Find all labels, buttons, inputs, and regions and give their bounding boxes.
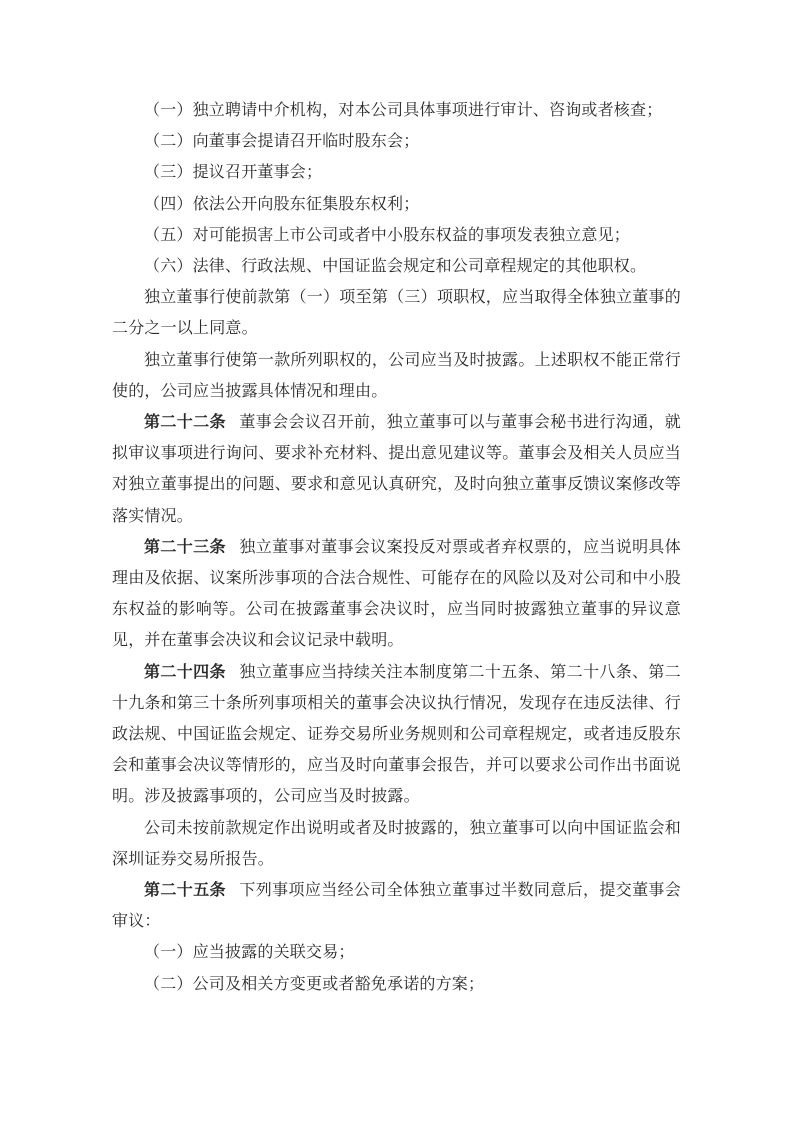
article-paragraph <box>112 657 681 813</box>
paragraph <box>112 126 681 157</box>
article-paragraph <box>112 875 681 937</box>
document-body <box>112 95 681 1000</box>
article-number: 第二十二条 <box>144 414 226 432</box>
paragraph-text: 公司未按前款规定作出说明或者及时披露的，独立董事可以向中国证监会和深圳证券交易所报告。 <box>112 819 681 868</box>
paragraph <box>112 157 681 188</box>
paragraph-text: 独立董事行使第一款所列职权的，公司应当及时披露。上述职权不能正常行使的，公司应当披露具体情况和理由。 <box>112 351 681 400</box>
paragraph <box>112 282 681 344</box>
paragraph-text: （四）依法公开向股东征集股东权利； <box>144 195 420 213</box>
paragraph-text: 独立董事对董事会议案投反对票或者弃权票的，应当说明具体理由及依据、议案所涉事项的合法合规性、可能存在的风险以及对公司和中小股东权益的影响等。公司在披露董事会决议时，应当同时披露独立董事的异议意见，并在董事会决议和会议记录中载明。 <box>112 538 681 650</box>
article-number: 第二十四条 <box>144 663 226 681</box>
paragraph <box>112 345 681 407</box>
paragraph <box>112 969 681 1000</box>
paragraph-text: 董事会会议召开前，独立董事可以与董事会秘书进行沟通，就拟审议事项进行询问、要求补充材料、提出意见建议等。董事会及相关人员应当对独立董事提出的问题、要求和意见认真研究，及时向独立董事反馈议案修改等落实情况。 <box>112 414 681 525</box>
paragraph <box>112 937 681 968</box>
paragraph-text: （五）对可能损害上市公司或者中小股东权益的事项发表独立意见； <box>144 226 631 244</box>
article-paragraph <box>112 407 681 532</box>
paragraph-text: 独立董事应当持续关注本制度第二十五条、第二十八条、第二十九条和第三十条所列事项相关的董事会决议执行情况，发现存在违反法律、行政法规、中国证监会规定、证券交易所业务规则和公司章程规定，或者违反股东会和董事会决议等情形的，应当及时向董事会报告，并可以要求公司作出书面说明。涉及披露事项的，公司应当及时披露。 <box>112 663 681 806</box>
paragraph <box>112 95 681 126</box>
article-paragraph <box>112 532 681 657</box>
paragraph-text: （六）法律、行政法规、中国证监会规定和公司章程规定的其他职权。 <box>144 258 647 276</box>
paragraph <box>112 189 681 220</box>
paragraph-text: 独立董事行使前款第（一）项至第（三）项职权，应当取得全体独立董事的二分之一以上同意。 <box>112 289 681 338</box>
paragraph-text: （二）公司及相关方变更或者豁免承诺的方案； <box>144 975 485 993</box>
article-number: 第二十五条 <box>144 882 226 900</box>
paragraph-text: （三）提议召开董事会； <box>144 164 323 182</box>
article-number: 第二十三条 <box>144 538 226 556</box>
paragraph-text: （二）向董事会提请召开临时股东会； <box>144 133 420 151</box>
paragraph-text: 下列事项应当经公司全体独立董事过半数同意后，提交董事会审议： <box>112 882 681 931</box>
paragraph-text: （一）应当披露的关联交易； <box>144 944 355 962</box>
paragraph <box>112 813 681 875</box>
paragraph <box>112 251 681 282</box>
paragraph-text: （一）独立聘请中介机构，对本公司具体事项进行审计、咨询或者核查； <box>144 102 663 119</box>
paragraph <box>112 220 681 251</box>
